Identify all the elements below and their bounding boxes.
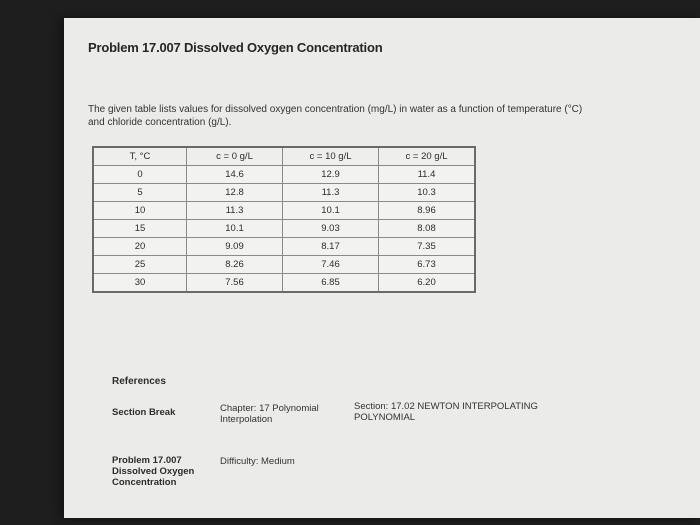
- table-row: [93, 166, 475, 184]
- table-row: [93, 184, 475, 202]
- table-cell: 20: [93, 238, 187, 256]
- table-cell: 6.73: [379, 256, 476, 274]
- table-cell: 0: [93, 166, 187, 184]
- table-header-row: [93, 147, 475, 166]
- section-reference: [354, 401, 538, 423]
- table-cell: 7.56: [187, 274, 283, 293]
- header-c0: c = 0 g/L: [187, 147, 283, 166]
- oxygen-table: [92, 146, 476, 293]
- chapter-line: Chapter: 17 Polynomial: [220, 403, 319, 414]
- table-cell: 12.8: [187, 184, 283, 202]
- table-cell: 30: [93, 274, 187, 293]
- table-cell: 8.08: [379, 220, 476, 238]
- problem-description: [88, 103, 678, 129]
- description-line: and chloride concentration (g/L).: [88, 117, 232, 128]
- chapter-line: Interpolation: [220, 414, 273, 425]
- table-cell: 11.3: [187, 202, 283, 220]
- header-c20: c = 20 g/L: [379, 147, 476, 166]
- table-cell: 9.09: [187, 238, 283, 256]
- table-cell: 7.35: [379, 238, 476, 256]
- problem-title: Problem 17.007 Dissolved Oxygen Concentration: [88, 40, 383, 55]
- table-cell: 10: [93, 202, 187, 220]
- table-row: [93, 202, 475, 220]
- table-cell: 10.1: [187, 220, 283, 238]
- table-cell: 10.3: [379, 184, 476, 202]
- section-line: Section: 17.02 NEWTON INTERPOLATING: [354, 401, 538, 412]
- table-cell: 14.6: [187, 166, 283, 184]
- table-cell: 11.4: [379, 166, 476, 184]
- table-row: [93, 256, 475, 274]
- table-cell: 15: [93, 220, 187, 238]
- description-line: The given table lists values for dissolved oxygen concentration (mg/L) in water as a function of temperature (°C): [88, 104, 583, 115]
- header-c10: c = 10 g/L: [283, 147, 379, 166]
- table-cell: 11.3: [283, 184, 379, 202]
- difficulty-label: Difficulty: Medium: [220, 456, 295, 467]
- document-page: [64, 18, 700, 518]
- table-cell: 10.1: [283, 202, 379, 220]
- table-cell: 7.46: [283, 256, 379, 274]
- table-cell: 8.17: [283, 238, 379, 256]
- problem-reference: [112, 455, 194, 488]
- table-row: [93, 238, 475, 256]
- section-line: POLYNOMIAL: [354, 412, 416, 423]
- problem-line: Dissolved Oxygen: [112, 466, 195, 477]
- table-cell: 6.20: [379, 274, 476, 293]
- problem-line: Problem 17.007: [112, 455, 182, 466]
- chapter-reference: [220, 403, 319, 425]
- table-row: [93, 220, 475, 238]
- section-break-label: Section Break: [112, 407, 176, 418]
- table-cell: 6.85: [283, 274, 379, 293]
- table-cell: 8.96: [379, 202, 476, 220]
- header-temperature: T, °C: [93, 147, 187, 166]
- table-cell: 9.03: [283, 220, 379, 238]
- table-cell: 8.26: [187, 256, 283, 274]
- table-cell: 5: [93, 184, 187, 202]
- table-cell: 12.9: [283, 166, 379, 184]
- table-row: [93, 274, 475, 293]
- problem-line: Concentration: [112, 477, 177, 488]
- references-heading: References: [112, 376, 166, 387]
- table-cell: 25: [93, 256, 187, 274]
